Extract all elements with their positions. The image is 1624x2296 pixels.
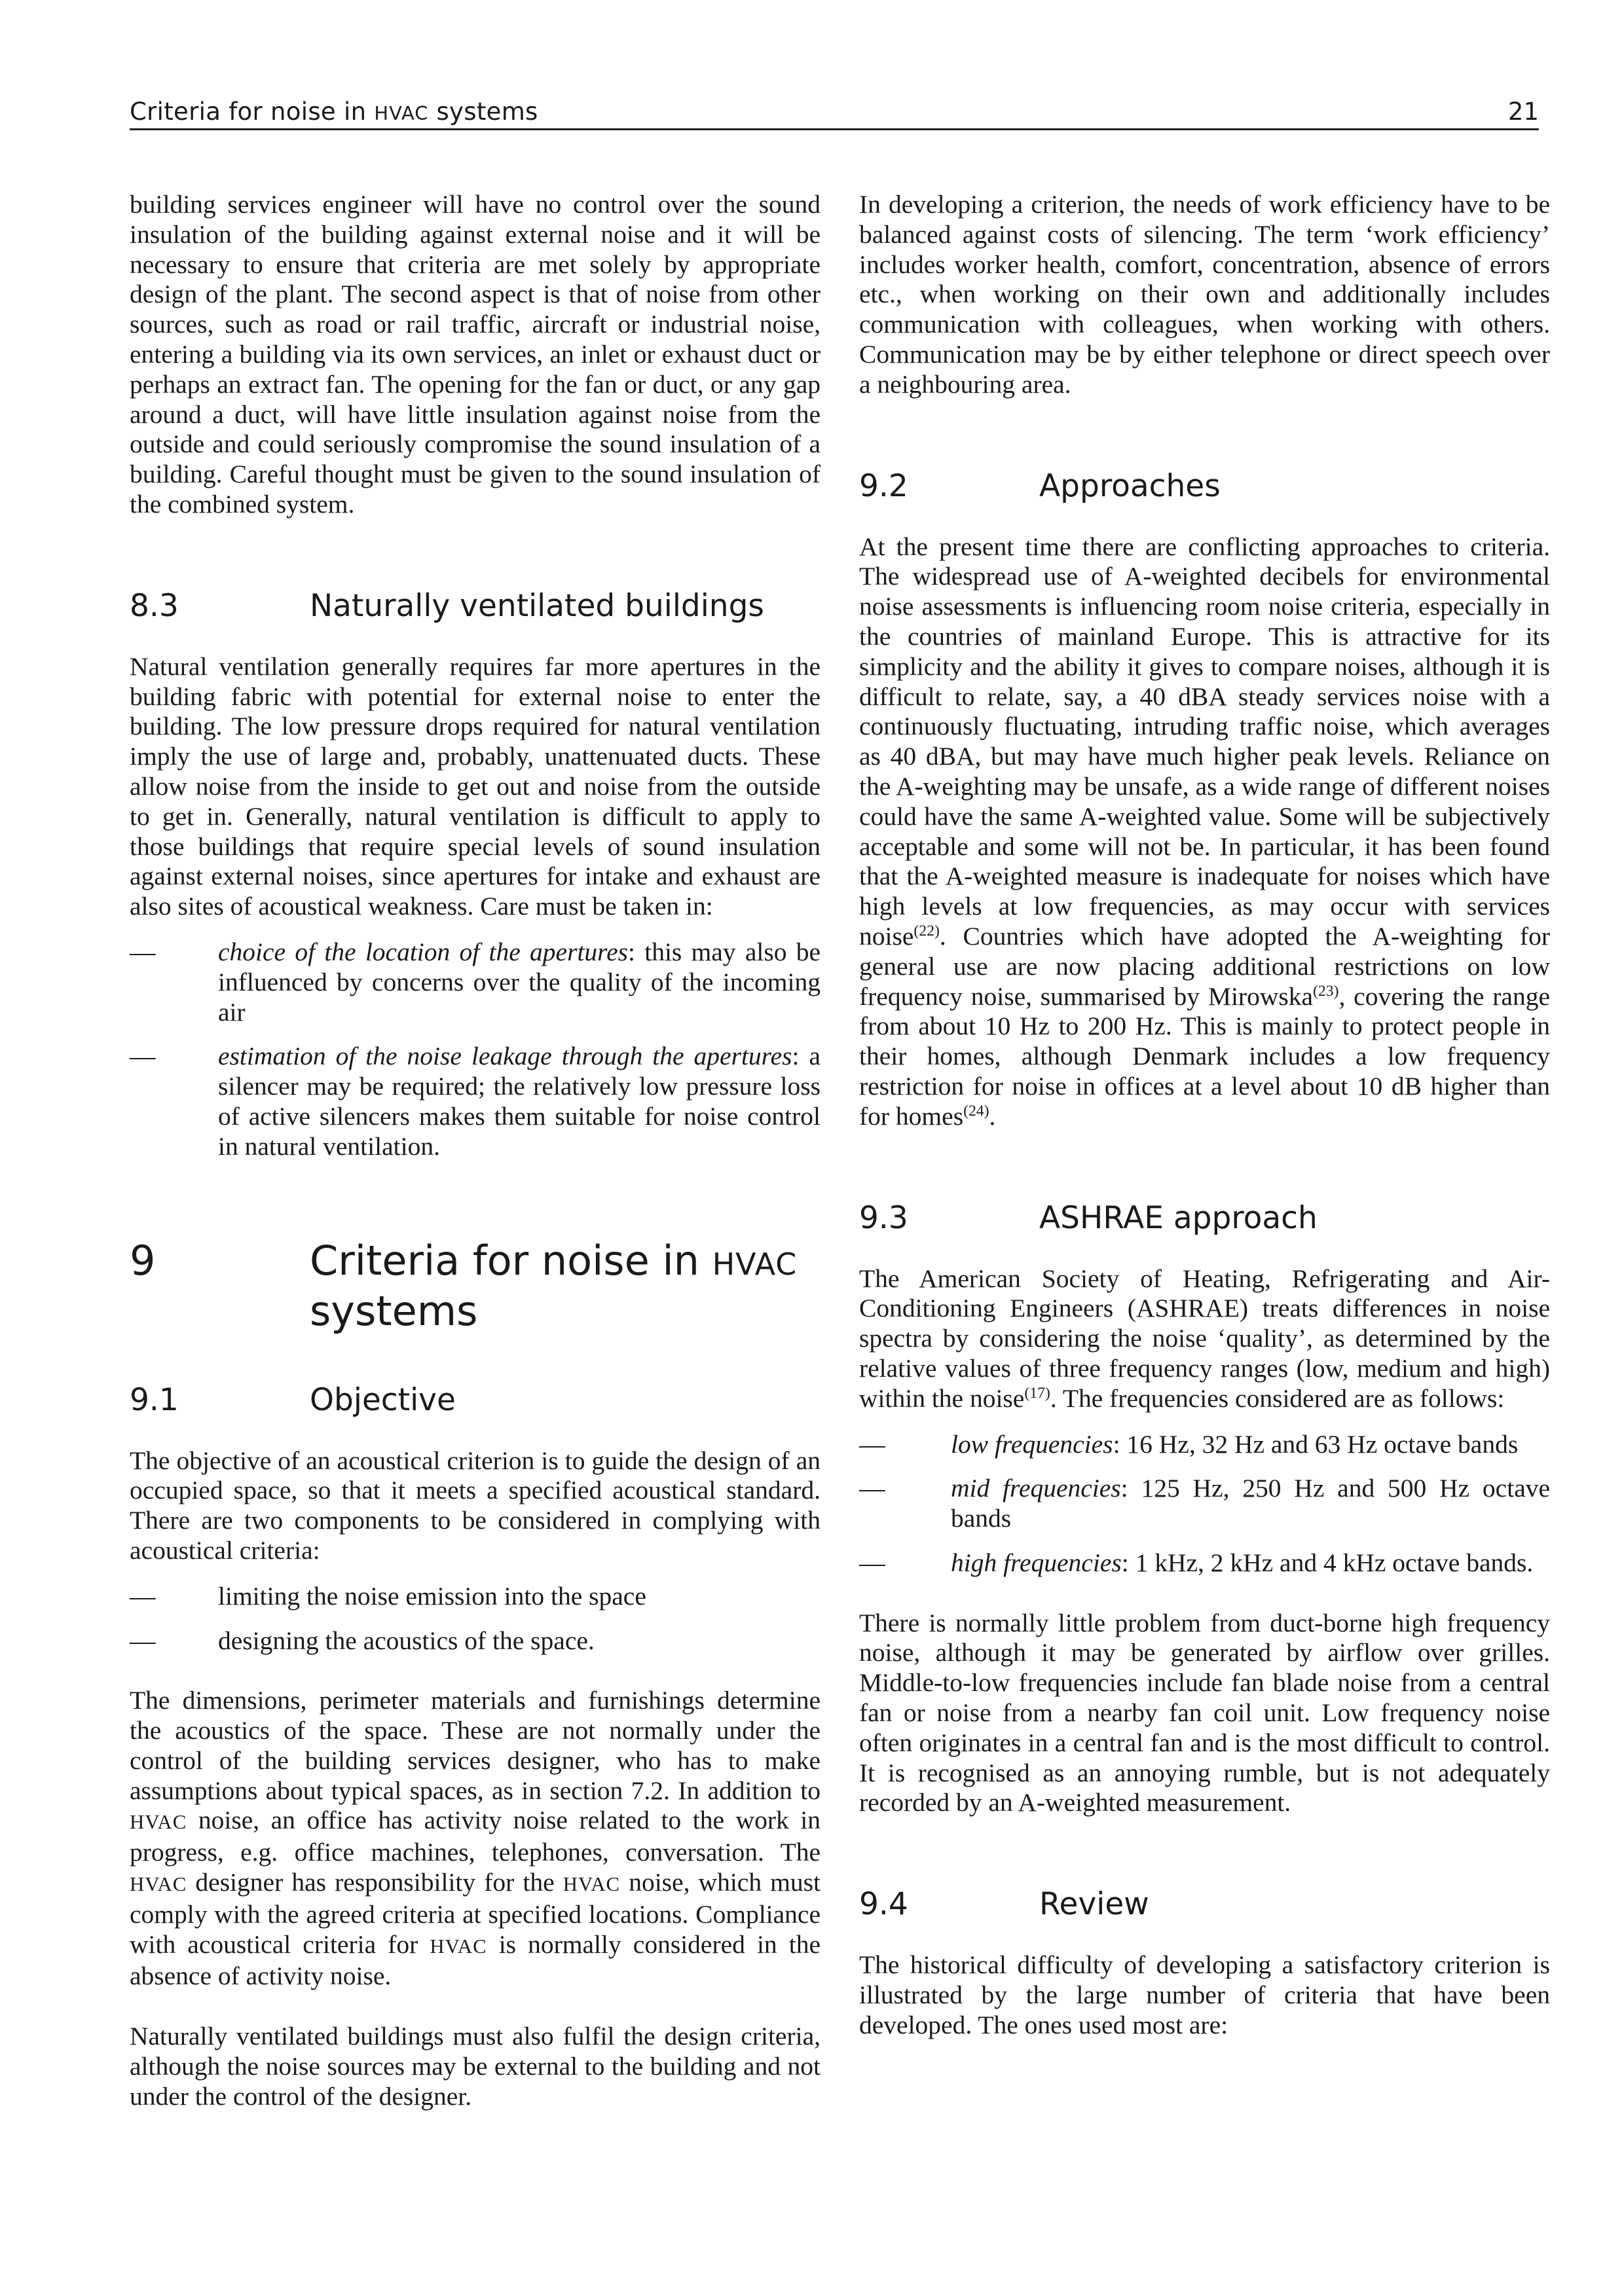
work-efficiency-paragraph: In developing a criterion, the needs of work efficiency have to be balanced against costs of silencing. The term ‘work efficiency’ includes worker health, comfort, concentration, absence of errors etc., when working on their own and additionally includes communication with colleagues, when working with others. Communication may be by either telephone or direct speech over a neighbouring area.	[859, 190, 1550, 399]
list-item: — low frequencies: 16 Hz, 32 Hz and 63 Hz octave bands	[859, 1429, 1519, 1459]
list-item: — limiting the noise emission into the space	[130, 1581, 646, 1611]
section-9-2-paragraph: At the present time there are conflicting approaches to criteria. The widespread use of A-weighted decibels for environmental noise assessments is influencing room noise criteria, especially in the countries of mainland Europe. This is attractive for its simplicity and the ability it gives to compare noises, although it is difficult to relate, say, a 40 dBA steady services noise with a continuously fluctuating, intruding traffic noise, which averages as 40 dBA, but may have much higher peak levels. Reliance on the A-weighting may be unsafe, as a wide range of different noises could have the same A-weighted value. Some will be subjectively acceptable and some will not be. In particular, it has been found that the A-weighted measure is inadequate for noises which have high levels at low frequencies, as may occur with services noise$^{(22)}$. Countries which have adopted the A-weighting for general use are now placing additional restrictions on low frequency noise, summarised by Mirowska$^{(23)}$, covering the range from about 10 Hz to 200 Hz. This is mainly to protect people in their homes, although Denmark includes a low frequency restriction for noise in offices at a level about 10 dB higher than for homes$^{(24)}$.	[859, 532, 1550, 1131]
frequency-bands-list	[859, 1430, 1550, 1578]
section-9-1-heading: 9.1 Objective	[130, 1381, 456, 1418]
aperture-care-list	[130, 938, 821, 1162]
section-9-4-heading: 9.4 Review	[859, 1886, 1149, 1923]
intro-paragraph: building services engineer will have no control over the sound insulation of the building against external noise and it will be necessary to ensure that criteria are met solely by appropriate design of the plant. The second aspect is that of noise from other sources, such as road or rail traffic, aircraft or industrial noise, entering a building via its own services, an inlet or exhaust duct or perhaps an extract fan. The opening for the fan or duct, or any gap around a duct, will have little insulation against noise from the outside and could seriously compromise the sound insulation of a building. Careful thought must be given to the sound insulation of the combined system.	[130, 190, 821, 519]
section-8-3-heading: 8.3 Naturally ventilated buildings	[130, 587, 764, 624]
running-head	[130, 97, 1539, 130]
chapter-9-heading: 9 Criteria for noise in HVAC systems	[130, 1236, 798, 1335]
section-8-3-paragraph: Natural ventilation generally requires far more apertures in the building fabric with potential for external noise to enter the building. The low pressure drops required for natural ventilation imply the use of large and, probably, unattenuated ducts. These allow noise from the inside to get out and noise from the outside to get in. Generally, natural ventilation is difficult to apply to those buildings that require special levels of sound insulation against external noises, since apertures for intake and exhaust are also sites of acoustical weakness. Care must be taken in:	[130, 651, 821, 921]
list-item: — designing the acoustics of the space.	[130, 1626, 595, 1655]
left-column	[130, 190, 821, 2112]
running-head-title: Criteria for noise in HVAC systems	[130, 98, 538, 126]
section-9-2-heading: 9.2 Approaches	[859, 467, 1221, 504]
list-item: — choice of the location of the apertures: this may also be influenced by concerns over the quality of the incoming air	[130, 937, 821, 1027]
natural-ventilation-paragraph: Naturally ventilated buildings must also fulfil the design criteria, although the noise sources may be external to the building and not under the control of the designer.	[130, 2022, 821, 2111]
section-9-4-paragraph: The historical difficulty of developing a satisfactory criterion is illustrated by the large number of criteria that have been developed. The ones used most are:	[859, 1950, 1550, 2039]
list-item: — high frequencies: 1 kHz, 2 kHz and 4 kHz octave bands.	[859, 1548, 1534, 1577]
criteria-components-list	[130, 1582, 821, 1656]
section-9-1-paragraph: The objective of an acoustical criterion is to guide the design of an occupied space, so that it meets a specified acoustical standard. There are two components to be considered in complying with acoustical criteria:	[130, 1446, 821, 1565]
section-9-3-paragraph: The American Society of Heating, Refrigerating and Air-Conditioning Engineers (ASHRAE) treats differences in noise spectra by considering the noise ‘quality’, as determined by the relative values of three frequency ranges (low, medium and high) within the noise$^{(17)}$. The frequencies considered are as follows:	[859, 1264, 1550, 1413]
dimensions-paragraph: The dimensions, perimeter materials and furnishings determine the acoustics of the space. These are not normally under the control of the building services designer, who has to make assumptions about typical spaces, as in section 7.2. In addition to HVAC noise, an office has activity noise related to the work in progress, e.g. office machines, telephones, conversation. The HVAC designer has responsibility for the HVAC noise, which must comply with the agreed criteria at specified locations. Compliance with acoustical criteria for HVAC is normally considered in the absence of activity noise.	[130, 1686, 821, 1991]
list-item: — mid frequencies: 125 Hz, 250 Hz and 500 Hz octave bands	[859, 1474, 1551, 1533]
list-item: — estimation of the noise leakage through the apertures: a silencer may be required; the relatively low pressure loss of active silencers makes them suitable for noise control in natural ventilation.	[130, 1042, 821, 1161]
page-number: 21	[1507, 98, 1539, 126]
right-column	[859, 190, 1550, 2041]
section-9-3-heading: 9.3 ASHRAE approach	[859, 1199, 1318, 1236]
duct-noise-paragraph: There is normally little problem from duct-borne high frequency noise, although it may be generated by airflow over grilles. Middle-to-low frequencies include fan blade noise from a central fan or noise from a nearby fan coil unit. Low frequency noise often originates in a central fan and is the most difficult to control. It is recognised as an annoying rumble, but is not adequately recorded by an A-weighted measurement.	[859, 1608, 1550, 1817]
